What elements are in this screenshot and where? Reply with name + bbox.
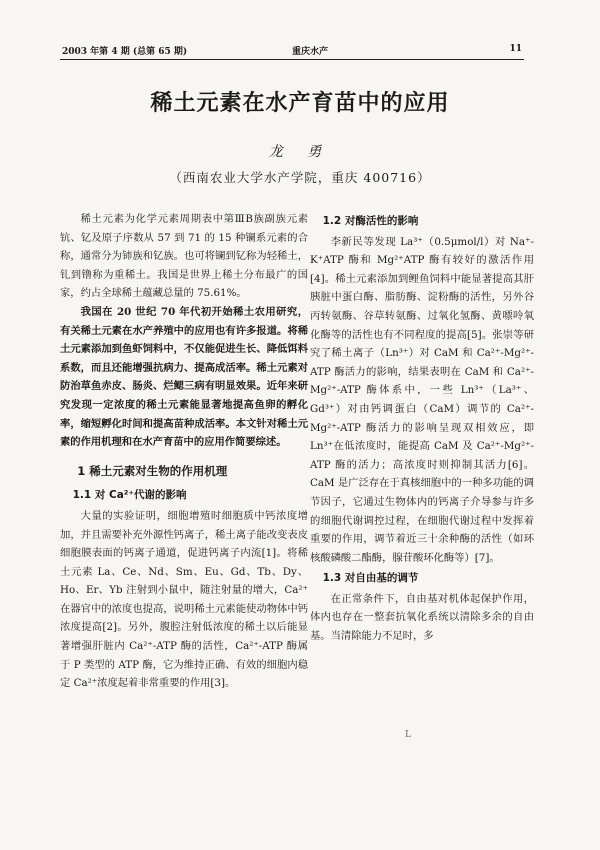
- subsection-1-2-body: 李新民等发现 La³⁺（0.5μmol/l）对 Na⁺-K⁺ATP 酶和 Mg²⁺ATP 酶有较好的激活作用[4]。稀土元素添加到鲤鱼饲料中能显著提高其肝胰脏中蛋白酶、脂肪酶、淀粉酶的活性，另外谷丙转氨酶、谷草转氨酶、过氧化氢酶、黄嘌呤氧化酶等的活性也有不同程度的提高[5]。张崇等研究了稀土离子（Ln³⁺）对 CaM 和 Ca²⁺-Mg²⁺-ATP 酶活力的影响，结果表明在 CaM 和 Ca²⁺-Mg²⁺-ATP 酶体系中，一些 Ln³⁺（La³⁺、Gd³⁺）对由钙调蛋白（CaM）调节的 Ca²⁺-Mg²⁺-ATP 酶活力的影响呈现双相效应，即 Ln³⁺在低浓度时，能提高 CaM 及 Ca²⁺-Mg²⁺-ATP 酶的活力；高浓度时则抑制其活力[6]。CaM 是广泛存在于真核细胞中的一种多功能的调节因子，它通过生物体内的钙离子介导参与许多的细胞代谢调控过程，在细胞代谢过程中发挥着重要的作用，调节着近三十余种酶的活性（如环核酸磷酸二酯酶，腺苷酸环化酶等）[7]。: [310, 235, 534, 564]
- journal-name: 重庆水产: [292, 47, 329, 57]
- subsection-1-3-body: 在正常条件下，自由基对机体起保护作用，体内也存在一整套抗氧化系统以清除多余的自由基。当清除能力不足时，多: [310, 592, 534, 643]
- subsection-1-2-heading: 1.2 对酶活性的影响: [322, 215, 419, 227]
- article-title: 稀土元素在水产育苗中的应用: [150, 91, 450, 116]
- subsection-1-1-body: 大量的实验证明，细胞增殖时细胞质中钙浓度增加，并且需要补充外源性钙离子，稀土离子能改变表皮细胞膜表面的钙离子通道，促进钙离子内流[1]。将稀土元素 La、Ce、Nd、Sm、Eu、Gd、Tb、Dy、Ho、Er、Yb 注射到小鼠中，随注射量的增大，Ca²⁺在器官中的浓度也提高，说明稀土元素能使动物体中钙浓度提高[2]。另外，腹腔注射低浓度的稀土以后能显著增强肝脏内 Ca²⁺-ATP 酶的活性，Ca²⁺-ATP 酶属于 P 类型的 ATP 酶，它为维持正确、有效的细胞内稳定 Ca²⁺浓度起着非常重要的作用[3]。: [60, 509, 308, 690]
- issue-info: 2003 年第 4 期 (总第 65 期): [62, 47, 188, 57]
- page-number: 11: [509, 44, 522, 54]
- right-column: [310, 210, 534, 646]
- running-header: [62, 44, 522, 58]
- author-name: 龙 勇: [268, 144, 332, 160]
- header-rule: [60, 59, 524, 60]
- subsection-1-3-heading: 1.3 对自由基的调节: [322, 572, 419, 585]
- author-affiliation: （西南农业大学水产学院，重庆 400716）: [169, 170, 431, 185]
- intro-paragraph-1: 稀土元素为化学元素周期表中第ⅢB族副族元素钪、钇及原子序数从 57 到 71 的 15 种镧系元素的合称，通常分为铈族和钇族。也可将镧到钇称为轻稀土，钆到镥称为重稀土。我国是世界上稀土分布最广的国家，约占全球稀土蕴藏总量的 75.61%。: [60, 213, 308, 300]
- left-column: [60, 210, 308, 693]
- section-1-heading: 1 稀土元素对生物的作用机理: [77, 463, 228, 478]
- intro-paragraph-2: 我国在 20 世纪 70 年代初开始稀土农用研究，有关稀土元素在水产养殖中的应用也有许多报道。将稀土元素添加到鱼虾饲料中，不仅能促进生长、降低饵料系数，而且还能增强抗病力、提高成活率。稀土元素对防治草鱼赤皮、肠炎、烂鳃三病有明显效果。近年来研究发现一定浓度的稀土元素能显著地提高鱼卵的孵化率，缩短孵化时间和提高苗种成活率。本文针对稀土元素的作用机理和在水产育苗中的应用作简要综述。: [60, 305, 308, 449]
- subsection-1-1-heading: 1.1 对 Ca²⁺代谢的影响: [72, 489, 187, 502]
- footer-mark: L: [405, 730, 411, 740]
